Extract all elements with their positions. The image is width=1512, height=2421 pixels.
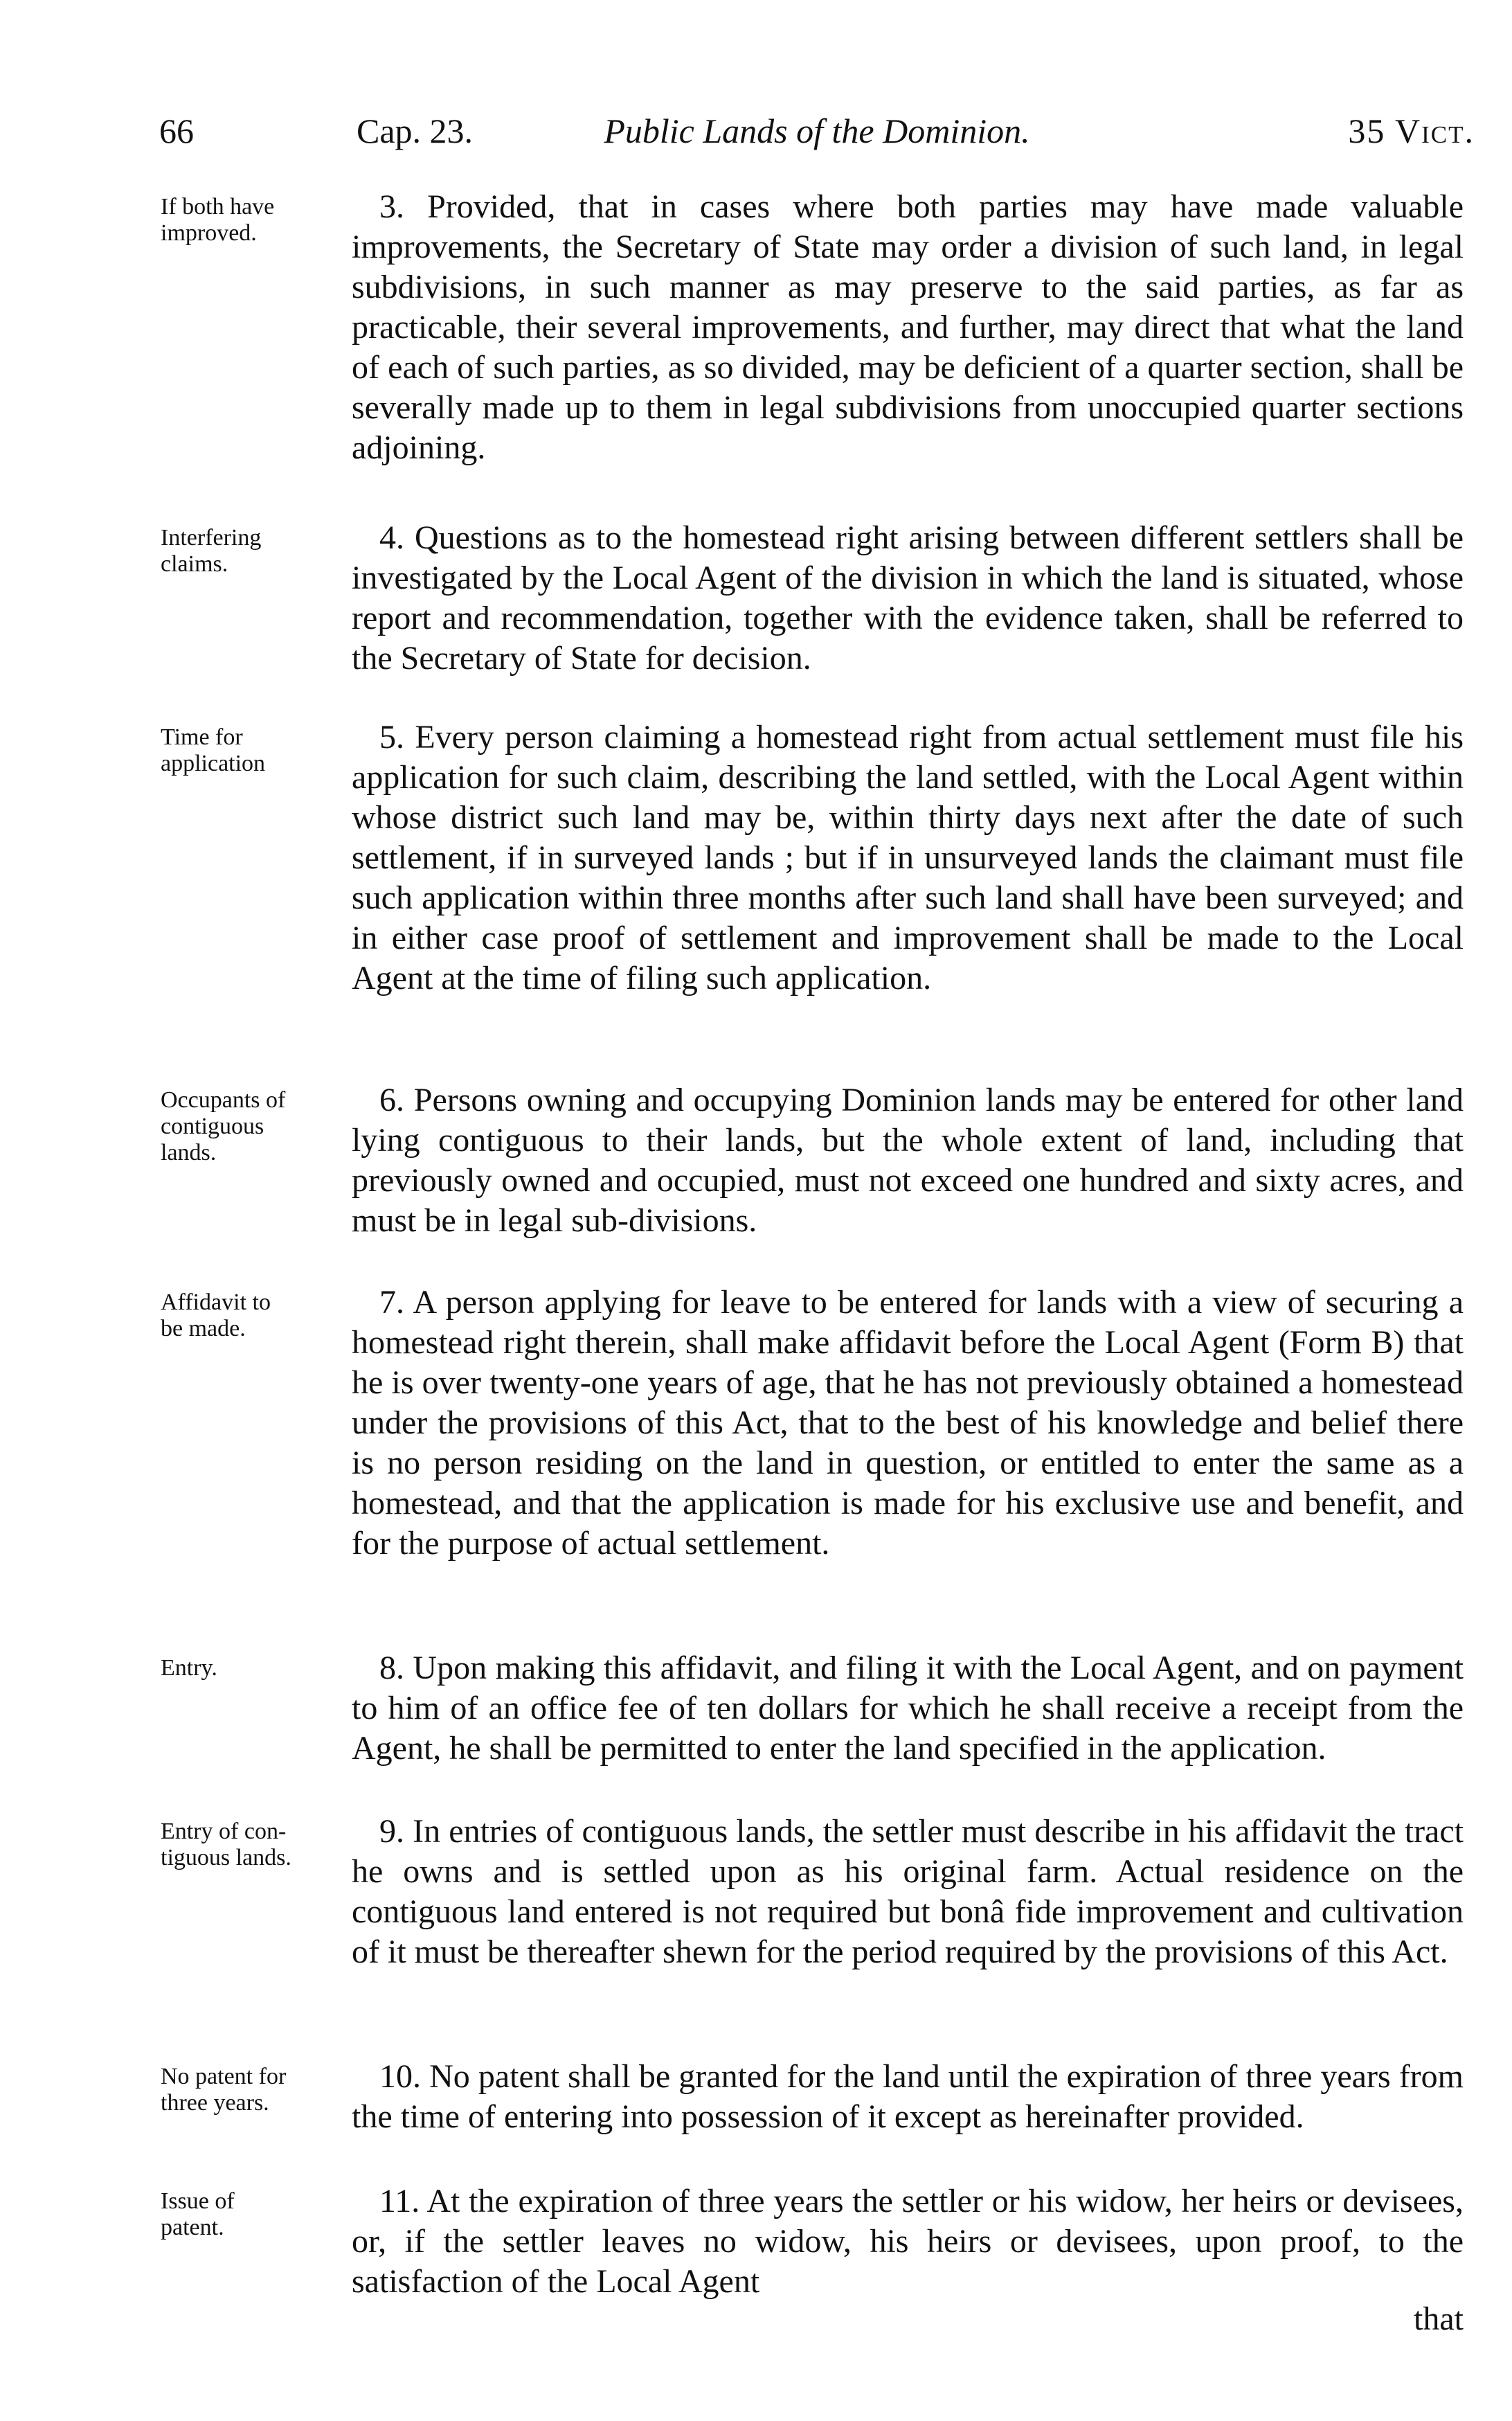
section-text: Upon making this affidavit, and filing it with the Local Agent, and on payment to him of an office fee of ten dollars for which he shall receive a receipt from the Agent, he shall be permitted to enter the land specified in the application. [352, 1650, 1464, 1767]
section-text: Every person claiming a homestead right from actual settlement must file his application for such claim, describing the land settled, with the Local Agent within whose district such land may be, within thirty days next after the date of such settlement, if in surveyed lands ; but if in unsurveyed lands the claimant must file such application within three months after such land shall have been surveyed; and in either case proof of settlement and improvement shall be made to the Local Agent at the time of filing such application. [352, 719, 1464, 997]
section-text: At the expiration of three years the settler or his widow, her heirs or devisees, or, if the settler leaves no widow, his heirs or devisees, upon proof, to the satisfaction of the Local Agent [352, 2183, 1464, 2300]
section-number: 4. [379, 519, 404, 556]
section-text: Persons owning and occupying Dominion lands may be entered for other land lying contiguous to their lands, but the whole extent of land, including that previously owned and occupied, must not exceed one hundred and sixty acres, and must be in legal sub-divisions. [352, 1082, 1464, 1239]
section-text: Questions as to the homestead right arising between different settlers shall be investigated by the Local Agent of the division in which the land is situated, whose report and recommendation, together with the evidence taken, shall be referred to the Secretary of State for decision. [352, 519, 1464, 677]
section-number: 6. [379, 1082, 404, 1118]
marginal-note: Affidavit to be made. [161, 1289, 271, 1341]
marginal-note: Entry of con- tiguous lands. [161, 1819, 291, 1870]
section-number: 5. [379, 719, 404, 756]
section-body [352, 717, 1464, 999]
section-number: 8. [379, 1650, 404, 1686]
marginal-note: Time for application [161, 724, 266, 776]
section-body [352, 518, 1464, 679]
section-text: In entries of contiguous lands, the settler must describe in his affidavit the tract he owns and is settled upon as his original farm. Actual residence on the contiguous land entered is not required but bonâ fide improvement and cultivation of it must be thereafter shewn for the period required by the provisions of this Act. [352, 1813, 1464, 1970]
marginal-note: No patent for three years. [161, 2064, 287, 2116]
section-number: 9. [379, 1813, 404, 1850]
running-head [159, 111, 1475, 166]
section-text: A person applying for leave to be entered for lands with a view of securing a homestead right therein, shall make affidavit before the Local Agent (Form B) that he is over twenty-one years of age, that he has not previously obtained a homestead under the provisions of this Act, that to the best of his knowledge and belief there is no person residing on the land in question, or entitled to enter the same as a homestead, and that the application is made for his exclusive use and benefit, and for the purpose of actual settlement. [352, 1284, 1464, 1562]
section-number: 10. [379, 2058, 421, 2095]
marginal-note: Issue of patent. [161, 2188, 235, 2240]
section-body [352, 1080, 1464, 1241]
section-body [352, 1283, 1464, 1564]
section-body [352, 1648, 1464, 1769]
marginal-note: Entry. [161, 1655, 217, 1681]
running-title: Public Lands of the Dominion. [604, 111, 1030, 150]
section-body [352, 187, 1464, 468]
section-body [352, 2181, 1464, 2339]
chapter-reference: Cap. 23. [357, 111, 474, 150]
catchword: that [1414, 2301, 1464, 2337]
page-number: 66 [159, 111, 194, 150]
regnal-year: 35 Vict. [1348, 111, 1475, 150]
section-body [352, 1812, 1464, 1972]
marginal-note: If both have improved. [161, 194, 275, 246]
marginal-note: Occupants of contiguous lands. [161, 1087, 286, 1165]
section-text: Provided, that in cases where both parties may have made valuable improvements, the Secretary of State may order a division of such land, in legal subdivisions, in such manner as may preserve to the said parties, as far as practicable, their several improvements, and further, may direct that what the land of each of such parties, as so divided, may be deficient of a quarter section, shall be severally made up to them in legal subdivisions from unoccupied quarter sections adjoining. [352, 188, 1464, 466]
section-body [352, 2057, 1464, 2137]
section-number: 11. [379, 2183, 420, 2219]
section-number: 3. [379, 188, 404, 225]
section-text: No patent shall be granted for the land until the expiration of three years from the time of entering into possession of it except as hereinafter provided. [352, 2058, 1464, 2135]
section-number: 7. [379, 1284, 404, 1321]
marginal-note: Interfering claims. [161, 525, 262, 577]
